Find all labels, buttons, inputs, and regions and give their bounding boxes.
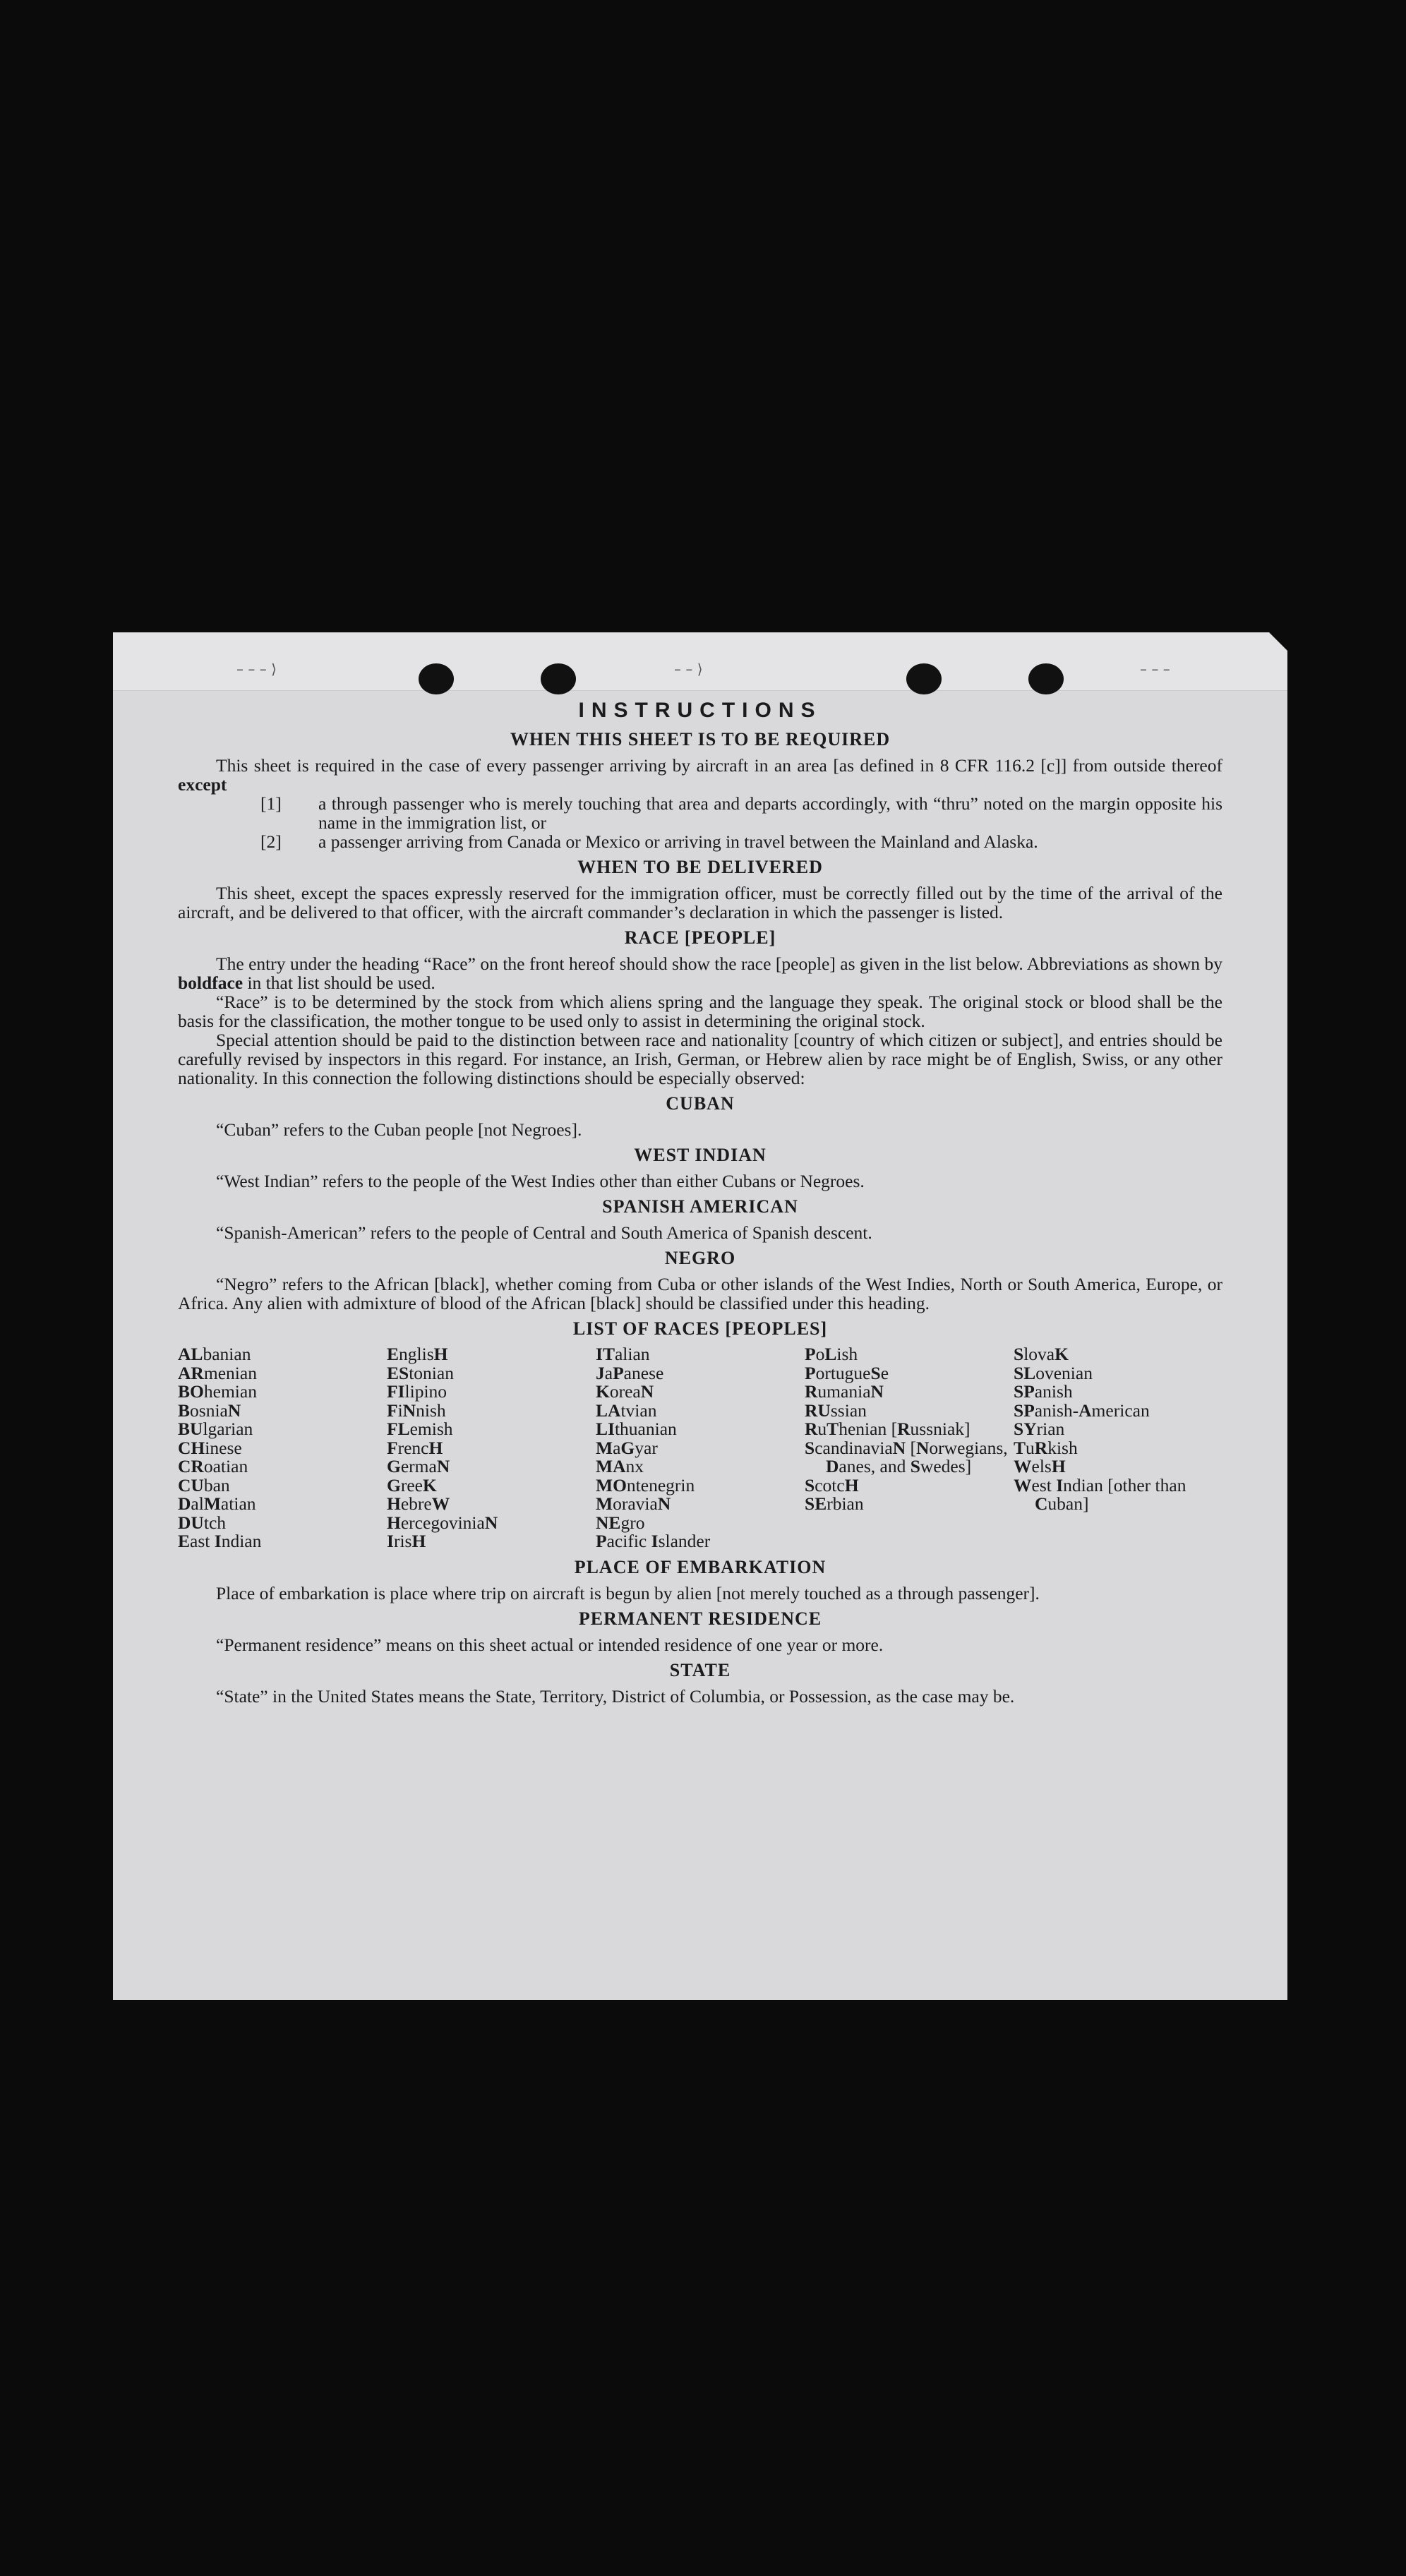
race-paragraph-3: Special attention should be paid to the distinction between race and nationality [country of which citizen or subject], and entries should be carefully revised by inspectors in this regard. For instance, an Irish, German, or Hebrew alien by race might be of English, Swiss, or any other nationality. In this connection the following distinctions should be especially observed: xyxy=(178,1030,1222,1088)
race-entry: EStonian xyxy=(387,1362,454,1383)
race-column xyxy=(387,1345,596,1551)
race-entry: BOhemian xyxy=(178,1381,257,1402)
embarkation-paragraph: Place of embarkation is place where trip on aircraft is begun by alien [not merely touched as a through passenger]. xyxy=(216,1582,1040,1603)
race-column xyxy=(1014,1345,1222,1551)
race-entry: HebreW xyxy=(387,1493,450,1514)
race-entry: ScotcH xyxy=(805,1474,859,1495)
race-entry: NEgro xyxy=(596,1512,645,1533)
race-p1-text: The entry under the heading “Race” on the front hereof should show the race [people] as given in the list below. Abbreviations as shown by xyxy=(216,953,1222,974)
state-paragraph: “State” in the United States means the State, Territory, District of Columbia, or Possession, as the case may be. xyxy=(216,1685,1015,1707)
section-heading-race: RACE [PEOPLE] xyxy=(624,927,776,948)
required-intro-text: This sheet is required in the case of every passenger arriving by aircraft in an area [as defined in 8 CFR 116.2 [c]] from outside thereof xyxy=(216,755,1222,776)
race-entry: FIlipino xyxy=(387,1381,447,1402)
section-heading-embarkation: PLACE OF EMBARKATION xyxy=(574,1556,827,1577)
document-page xyxy=(113,632,1287,2000)
exception-text: a through passenger who is merely touching that area and departs accordingly, with “thru” noted on the margin opposite his name in the immigration list, or xyxy=(318,793,1222,833)
race-entry: BUlgarian xyxy=(178,1419,253,1439)
exception-text: a passenger arriving from Canada or Mexico or arriving in travel between the Mainland and Alaska. xyxy=(318,831,1038,852)
section-heading-when-required: WHEN THIS SHEET IS TO BE REQUIRED xyxy=(510,729,891,750)
race-p1-bold: boldface xyxy=(178,973,244,993)
negro-paragraph: “Negro” refers to the African [black], whether coming from Cuba or other islands of the West Indies, North or South America, Europe, or Africa. Any alien with admixture of blood of the African [black] should be classified under this heading. xyxy=(178,1274,1222,1313)
section-heading-west-indian: WEST INDIAN xyxy=(634,1145,767,1165)
race-entry: LIthuanian xyxy=(596,1419,677,1439)
required-intro-bold: except xyxy=(178,774,227,795)
race-entry: SLovenian xyxy=(1014,1362,1093,1383)
race-entry: MAnx xyxy=(596,1456,644,1476)
exception-number: [1] xyxy=(260,793,282,814)
fold-mark: – – ⟩ xyxy=(674,661,703,678)
race-entry: KoreaN xyxy=(596,1381,654,1402)
race-entry: GreeK xyxy=(387,1474,437,1495)
race-entry: EnglisH xyxy=(387,1344,448,1364)
race-entry: DUtch xyxy=(178,1512,227,1533)
required-intro xyxy=(178,756,1222,794)
race-entry: SPanish-American xyxy=(1014,1400,1150,1421)
race-entry: ARmenian xyxy=(178,1362,257,1383)
section-heading-cuban: CUBAN xyxy=(666,1093,735,1114)
race-entry: ALbanian xyxy=(178,1344,251,1364)
race-entry: FiNnish xyxy=(387,1400,446,1421)
race-entry: RuThenian [Russniak] xyxy=(805,1419,971,1439)
race-entry: Pacific Islander xyxy=(596,1531,711,1551)
race-entry: RUssian xyxy=(805,1400,867,1421)
race-entry: PoLish xyxy=(805,1344,858,1364)
race-paragraph-2: “Race” is to be determined by the stock from which aliens spring and the language they speak. The original stock or blood shall be the basis for the classification, the mother tongue to be used only to assist in determining the original stock. xyxy=(178,992,1222,1031)
section-heading-negro: NEGRO xyxy=(664,1248,736,1268)
race-entry: RumaniaN xyxy=(805,1381,884,1402)
section-heading-list-of-races: LIST OF RACES [PEOPLES] xyxy=(572,1318,828,1339)
folded-corner xyxy=(1269,632,1287,651)
fold-mark: – – – xyxy=(1140,661,1170,678)
cuban-paragraph: “Cuban” refers to the Cuban people [not Negroes]. xyxy=(216,1119,582,1140)
race-entry: MOntenegrin xyxy=(596,1474,695,1495)
race-entry: SErbian xyxy=(805,1493,864,1514)
page-title: INSTRUCTIONS xyxy=(578,699,822,722)
race-entry: ITalian xyxy=(596,1344,650,1364)
race-entry: SPanish xyxy=(1014,1381,1073,1402)
race-entry: LAtvian xyxy=(596,1400,657,1421)
punch-hole xyxy=(541,663,576,694)
race-entry: BosniaN xyxy=(178,1400,241,1421)
race-entry: East Indian xyxy=(178,1531,262,1551)
race-entry: HercegoviniaN xyxy=(387,1512,498,1533)
race-list xyxy=(178,1345,1222,1551)
residence-paragraph: “Permanent residence” means on this sheet actual or intended residence of one year or more. xyxy=(216,1634,884,1655)
punch-hole xyxy=(419,663,454,694)
race-entry: PortugueSe xyxy=(805,1362,889,1383)
race-entry: CUban xyxy=(178,1474,230,1495)
race-entry: MaGyar xyxy=(596,1437,658,1458)
section-heading-residence: PERMANENT RESIDENCE xyxy=(578,1608,822,1629)
race-entry: DalMatian xyxy=(178,1493,256,1514)
binding-strip xyxy=(113,632,1287,691)
race-p1-text-end: in that list should be used. xyxy=(247,973,435,993)
instructions-body xyxy=(178,698,1222,1706)
exception-number: [2] xyxy=(260,831,282,852)
race-entry: MoraviaN xyxy=(596,1493,671,1514)
race-entry: FLemish xyxy=(387,1419,453,1439)
spanish-american-paragraph: “Spanish-American” refers to the people of Central and South America of Spanish descent. xyxy=(216,1222,872,1243)
delivered-paragraph: This sheet, except the spaces expressly reserved for the immigration officer, must be correctly filled out by the time of the arrival of the aircraft, and be delivered to that officer, with the aircraft commander’s declaration in which the passenger is listed. xyxy=(178,883,1222,922)
race-paragraph-1 xyxy=(178,954,1222,992)
punch-hole xyxy=(906,663,942,694)
race-entry: ScandinaviaN [Norwegians, Danes, and Swedes] xyxy=(805,1437,1008,1476)
race-entry: West Indian [other than Cuban] xyxy=(1014,1474,1186,1514)
race-entry: SYrian xyxy=(1014,1419,1065,1439)
race-column xyxy=(178,1345,387,1551)
race-entry: FrencH xyxy=(387,1437,443,1458)
race-entry: TuRkish xyxy=(1014,1437,1078,1458)
race-entry: SlovaK xyxy=(1014,1344,1069,1364)
race-column xyxy=(596,1345,805,1551)
race-entry: IrisH xyxy=(387,1531,426,1551)
race-entry: CRoatian xyxy=(178,1456,248,1476)
race-entry: WelsH xyxy=(1014,1456,1066,1476)
exception-item xyxy=(178,794,1222,832)
punch-hole xyxy=(1028,663,1064,694)
section-heading-spanish-american: SPANISH AMERICAN xyxy=(602,1196,798,1217)
section-heading-state: STATE xyxy=(669,1659,731,1680)
fold-mark: – – – ⟩ xyxy=(236,661,277,678)
race-entry: JaPanese xyxy=(596,1362,664,1383)
west-indian-paragraph: “West Indian” refers to the people of the West Indies other than either Cubans or Negroes. xyxy=(216,1171,865,1191)
race-column xyxy=(805,1345,1014,1551)
race-entry: CHinese xyxy=(178,1437,242,1458)
race-entry: GermaN xyxy=(387,1456,450,1476)
section-heading-when-delivered: WHEN TO BE DELIVERED xyxy=(577,857,823,877)
exception-item xyxy=(178,832,1222,851)
